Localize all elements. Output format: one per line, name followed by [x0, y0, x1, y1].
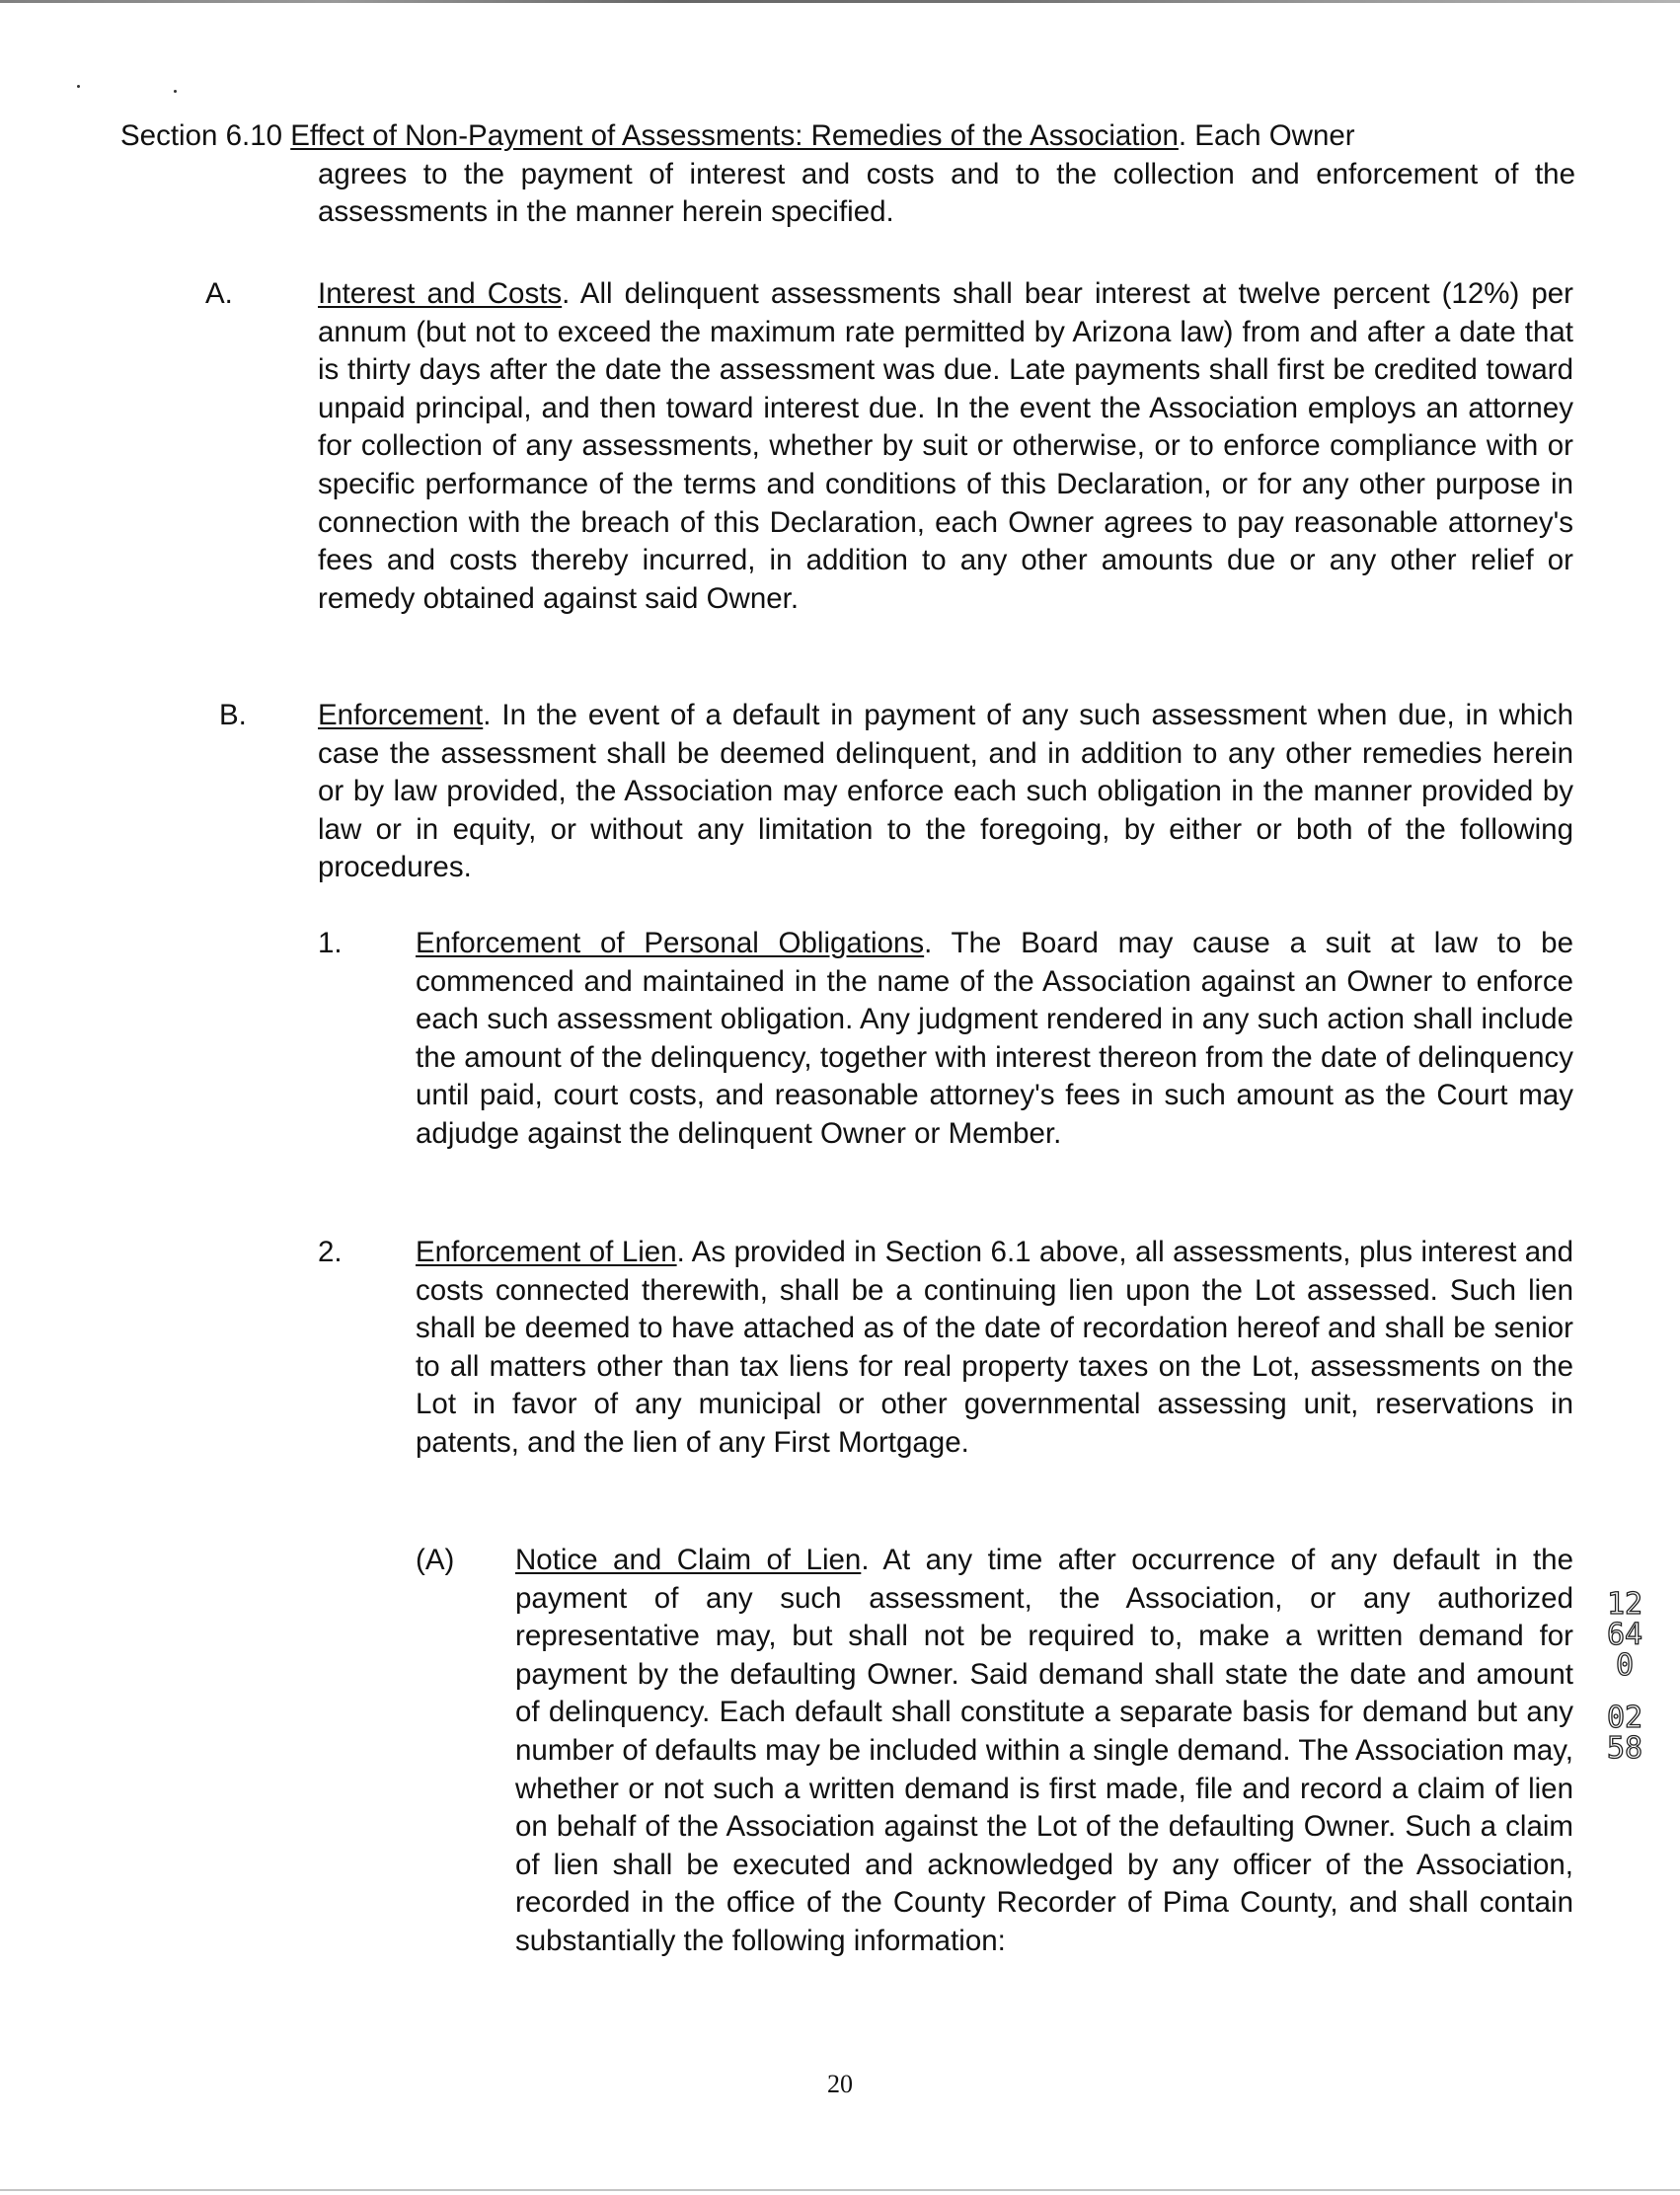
- scan-speck: [174, 90, 177, 93]
- item-b2a-paragraph: [515, 1542, 1573, 1961]
- item-b-paragraph: [318, 697, 1573, 887]
- section-text-first: . Each Owner: [1178, 119, 1355, 152]
- recording-stamp-docket: 12640: [1606, 1587, 1643, 1683]
- scan-edge-bottom: [0, 2189, 1680, 2191]
- section-text-rest: agrees to the payment of interest and costs and to the collection and enforcement of the assessments in the manner herein specified.: [318, 157, 1575, 229]
- recording-stamp: [1605, 1589, 1644, 1764]
- item-b-heading: Enforcement: [318, 699, 484, 731]
- item-b2-label: 2.: [318, 1236, 343, 1268]
- scan-speck: [77, 85, 80, 88]
- section-heading: Effect of Non-Payment of Assessments: Remedies of the Association: [290, 119, 1179, 152]
- item-a-paragraph: [318, 275, 1573, 618]
- item-b1-label: 1.: [318, 927, 343, 959]
- page-number: 20: [827, 2070, 853, 2098]
- item-b2a-text: . At any time after occurrence of any default in the payment of any such assessment, the Association, or any authorized representative may, but shall not be required to, make a written demand for payment by the defaulting Owner. Said demand shall state the date and amount of delinquency. Each default shall constitute a separate basis for demand but any number of defaults may be included within a single demand. The Association may, whether or not such a written demand is first made, file and record a claim of lien on behalf of the Association against the Lot of the defaulting Owner. Such a claim of lien shall be executed and acknowledged by any officer of the Association, recorded in the office of the County Recorder of Pima County, and shall contain substantially the following information:: [515, 1544, 1573, 1957]
- section-number: Section 6.10: [120, 119, 283, 152]
- item-b1-paragraph: [416, 925, 1573, 1154]
- item-b1-text: . The Board may cause a suit at law to be commenced and maintained in the name of the Association against an Owner to enforce each such assessment obligation. Any judgment rendered in any such action shall include the amount of the delinquency, together with interest thereon from the date of delinquency until paid, court costs, and reasonable attorney's fees in such amount as the Court may adjudge against the delinquent Owner or Member.: [416, 927, 1573, 1150]
- item-b2-paragraph: [416, 1234, 1573, 1463]
- item-b2a-label: (A): [416, 1544, 455, 1576]
- item-a-heading: Interest and Costs: [318, 277, 563, 310]
- item-b2a-heading: Notice and Claim of Lien: [515, 1544, 862, 1576]
- item-b2-heading: Enforcement of Lien: [416, 1236, 677, 1268]
- item-b2-text: . As provided in Section 6.1 above, all assessments, plus interest and costs connected therewith, shall be a continuing lien upon the Lot assessed. Such lien shall be deemed to have attached as of the date of recordation hereof and shall be senior to all matters other than tax liens for real property taxes on the Lot, assessments on the Lot in favor of any municipal or other governmental assessing unit, reservations in patents, and the lien of any First Mortgage.: [416, 1236, 1573, 1459]
- item-b-text: . In the event of a default in payment of any such assessment when due, in which case the assessment shall be deemed delinquent, and in addition to any other remedies herein or by law provided, the Association may enforce each such obligation in the manner provided by law or in equity, or without any limitation to the foregoing, by either or both of the following procedures.: [318, 699, 1573, 884]
- item-a-label: A.: [205, 277, 233, 310]
- item-a-text: . All delinquent assessments shall bear interest at twelve percent (12%) per annum (but not to exceed the maximum rate permitted by Arizona law) from and after a date that is thirty days after the date the assessment was due. Late payments shall first be credited toward unpaid principal, and then toward interest due. In the event the Association employs an attorney for collection of any assessments, whether by suit or otherwise, or to enforce compliance with or specific performance of the terms and conditions of this Declaration, or for any other purpose in connection with the breach of this Declaration, each Owner agrees to pay reasonable attorney's fees and costs thereby incurred, in addition to any other amounts due or any other relief or remedy obtained against said Owner.: [318, 277, 1573, 615]
- recording-stamp-page: 0258: [1606, 1701, 1643, 1766]
- scan-edge-top: [0, 0, 1680, 3]
- section-paragraph: [120, 117, 1575, 232]
- item-b1-heading: Enforcement of Personal Obligations: [416, 927, 925, 959]
- item-b-label: B.: [219, 699, 247, 731]
